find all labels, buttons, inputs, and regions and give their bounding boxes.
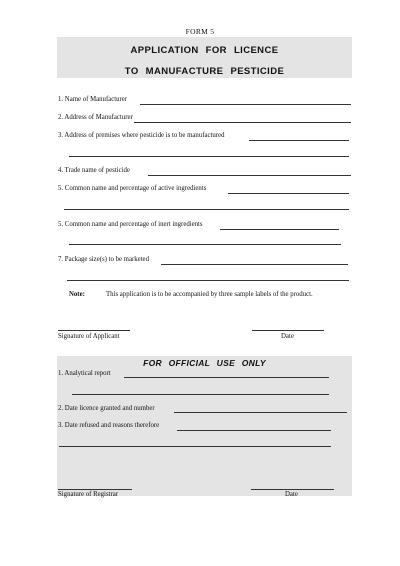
title-banner (57, 37, 352, 78)
item-name-of-manufacturer-label: 1. Name of Manufacturer (58, 96, 128, 103)
address-of-premises-field[interactable] (249, 140, 349, 141)
note-label: Note: (69, 291, 85, 298)
name-of-manufacturer-field[interactable] (140, 104, 351, 105)
signature-of-registrar-label: Signature of Registrar (58, 491, 119, 498)
date-refused-continuation-field[interactable] (59, 446, 331, 447)
date-refused-field[interactable] (177, 430, 331, 431)
inert-ingredients-field[interactable] (220, 229, 339, 230)
title-line-2: TO MANUFACTURE PESTICIDE (124, 66, 285, 77)
active-ingredients-field[interactable] (228, 193, 349, 194)
title-line-1: APPLICATION FOR LICENCE (130, 45, 279, 56)
inert-ingredients-continuation-field[interactable] (69, 244, 341, 245)
registrar-date-field[interactable] (251, 489, 334, 490)
active-ingredients-continuation-field[interactable] (64, 209, 349, 210)
address-of-manufacturer-field[interactable] (134, 122, 351, 123)
package-sizes-continuation-field[interactable] (67, 280, 349, 281)
official-date-licence-granted-label: 2. Date licence granted and number (58, 405, 155, 412)
applicant-signature-field[interactable] (58, 330, 130, 331)
address-of-premises-continuation-field[interactable] (69, 156, 349, 157)
registrar-date-label: Date (285, 491, 298, 498)
item-package-sizes-label: 7. Package size(s) to be marketed (58, 256, 149, 263)
item-trade-name-label: 4. Trade name of pesticide (58, 167, 130, 174)
item-active-ingredients-label: 5. Common name and percentage of active ingredients (58, 185, 207, 192)
item-address-of-manufacturer-label: 2. Address of Manufacturer (58, 114, 133, 121)
note-text: This application is to be accompanied by three sample labels of the product. (106, 291, 313, 298)
registrar-signature-field[interactable] (58, 489, 132, 490)
analytical-report-field[interactable] (124, 377, 329, 378)
official-analytical-report-label: 1. Analytical report (58, 370, 111, 377)
package-sizes-field[interactable] (161, 264, 348, 265)
applicant-date-label: Date (281, 333, 294, 340)
analytical-report-continuation-field[interactable] (72, 394, 329, 395)
applicant-date-field[interactable] (252, 330, 324, 331)
official-date-refused-label: 3. Date refused and reasons therefore (58, 422, 160, 429)
trade-name-field[interactable] (148, 175, 351, 176)
item-inert-ingredients-label: 5. Common name and percentage of inert ingredients (58, 221, 203, 228)
date-licence-granted-field[interactable] (174, 412, 347, 413)
signature-of-applicant-label: Signature of Applicant (58, 333, 120, 340)
form-number: FORM 5 (185, 27, 215, 36)
item-address-of-premises-label: 3. Address of premises where pesticide is to be manufactured (58, 132, 225, 139)
official-use-heading: FOR OFFICIAL USE ONLY (143, 358, 266, 368)
